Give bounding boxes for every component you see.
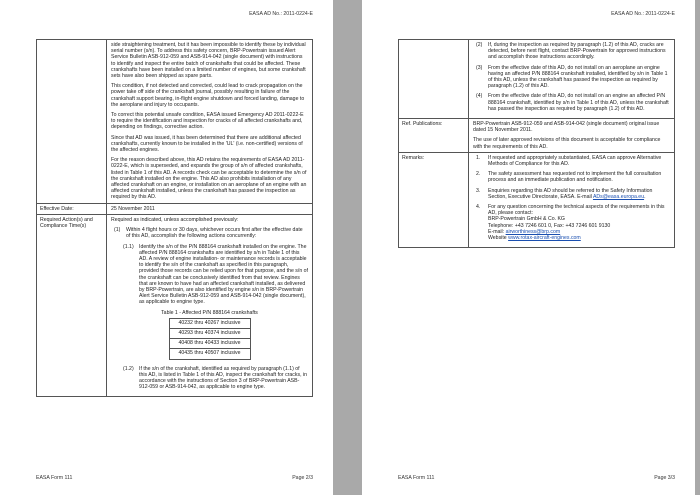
background-para-1: side straightening treatment, but it has been impossible to identify these by individual serial number (s/n). To address this safety concern, BRP-Powertrain issued Alert Service Bulletin ASB-912-059 and ASB-914-042 (single document) with instructions to identify and inspect the entire batch of crankshafts that could be affected. These crankshafts have been installed on a limited number of engines, but some crankshaft sets have also been shipped as spare parts.	[111, 42, 306, 80]
background-para-5: For the reason described above, this AD retains the requirements of EASA AD 2011-0222-E, which is superseded, and expands the group of s/n of affected crankshafts, listed in Table 1 of this AD. A records check can be acceptable to determine the s/n of the crankshaft installed on the engine. This AD also prohibits installation of any affected crankshaft on an engine, or installation on an aeroplane of an engine with an affected crankshaft installed, unless the crankshaft has passed the inspection as required by this AD.	[111, 157, 307, 201]
action-item-1: (1) Within 4 flight hours or 30 days, whichever occurs first after the effective date of this AD, accomplish the following actions concurrently:	[114, 227, 303, 240]
rotax-website-link[interactable]: www.rotax-aircraft-engines.com	[508, 235, 581, 242]
easa-email-link[interactable]: ADs@easa.europa.eu	[592, 193, 645, 200]
required-actions-label: Required Action(s) and Compliance Time(s)	[37, 215, 107, 396]
remark-2: 2. The safety assessment has requested not to implement the full consultation process and an immediate publication and notification.	[476, 171, 662, 184]
page-2	[0, 0, 333, 495]
effective-date-label: Effective Date:	[37, 204, 107, 214]
row-required-actions-cont	[399, 40, 674, 118]
row-ref-publications	[399, 118, 674, 152]
ref-publications-label: Ref. Publications:	[399, 119, 469, 152]
ref-publications-text: BRP-Powertrain ASB-912-059 and ASB-914-042 (single document) original issue dated 15 November 2011.	[473, 121, 660, 134]
footer-page-number: Page 2/3	[292, 475, 313, 481]
table-row: 40232 thru 40267 inclusive	[169, 318, 250, 328]
table-row: 40435 thru 40507 inclusive	[169, 349, 250, 359]
row-effective-date	[37, 203, 312, 214]
row-background	[37, 40, 312, 203]
footer-form: EASA Form 111	[36, 475, 73, 481]
background-para-4: Since that AD was issued, it has been determined that there are additional affected crankshafts, currently known to be installed in the 'UL' (i.e. non-certified) versions of the affected engines.	[111, 134, 303, 154]
remark-4: 4. For any question concerning the technical aspects of the requirements in this AD, please contact: BRP-Powertrain GmbH & Co. KG Telephone: +43 7246 601 0, Fax: +43 7246 601 9130 E-mail: airworthiness@brp.com Website www.rotax-aircraft-engines.com	[476, 204, 665, 242]
action-item-4: (4) From the effective date of this AD, do not install on an engine an affected P/N 888164 crankshaft, identified by s/n in Table 1 of this AD, unless the crankshaft has passed the inspection as required by paragraph (1.2) of this AD.	[476, 93, 669, 112]
action-item-3: (3) From the effective date of this AD, do not install on an aeroplane an engine having an affected P/N 888164 crankshaft installed, identified by s/n in Table 1 of this AD, unless the crankshaft has passed the inspection as required by paragraph (1.2) of this AD.	[476, 64, 668, 90]
action-item-1-1: (1.1) Identify the s/n of the P/N 888164 crankshaft installed on the engine. The affected P/N 888164 crankshafts are identified by s/n in Table 1 of this AD. A review of engine installation- or maintenance records is acceptable to identify the s/n of the crankshaft as specified in this paragraph, provided those records can be relied upon for that purpose, and the s/n of the crankshaft can be conclusively identified from that review. Engines that are known to have had an affected crankshaft installed, as delivered by BRP-Powertrain, are also identified by engine s/n in BRP-Powertrain Alert Service Bulletin ASB-912-059 and ASB-914-042 (single document), as applicable to engine type.	[123, 243, 308, 306]
background-para-3: To correct this potential unsafe condition, EASA issued Emergency AD 2011-0222-E to require the identification and inspection for cracks of all affected crankshafts and, depending on findings, corrective action.	[111, 112, 304, 131]
table-1-title: Table 1 - Affected P/N 888164 crankshafts	[161, 309, 258, 316]
action-item-2: (2) If, during the inspection as required by paragraph (1.2) of this AD, cracks are detected, before next flight, contact BRP-Powertrain for approved instructions and accomplish those instructions accordingly.	[476, 42, 666, 61]
brp-email-link[interactable]: airworthiness@brp.com	[505, 228, 561, 235]
footer-page-number: Page 3/3	[654, 475, 675, 481]
action-item-1-2: (1.2) If the s/n of the crankshaft, identified as required by paragraph (1.1) of this AD, is listed in Table 1 of this AD, inspect the crankshaft for cracks, in accordance with the instructions of Section 3 of BRP-Powertrain ASB-912-059 or ASB-914-042, as applicable to engine type.	[123, 365, 307, 391]
remarks-label: Remarks:	[399, 153, 469, 247]
header-ad-number: EASA AD No.: 2011-0224-E	[611, 11, 675, 17]
ref-publications-note: The use of later approved revisions of this document is acceptable for compliance with the requirements of this AD.	[473, 137, 661, 150]
effective-date-value: 25 November 2011	[111, 205, 155, 212]
table-row: 40408 thru 40433 inclusive	[169, 339, 250, 349]
remark-1: 1. If requested and appropriately substantiated, EASA can approve Alternative Methods of Compliance for this AD.	[476, 154, 662, 168]
affected-crankshafts-table	[169, 318, 251, 360]
table-row: 40293 thru 40374 inclusive	[169, 329, 250, 339]
row-required-actions	[37, 214, 312, 396]
remark-3: 3. Enquiries regarding this AD should be referred to the Safety Information Section, Executive Directorate, EASA. E-mail ADs@easa.europa.eu.	[476, 187, 653, 200]
page-3	[362, 0, 695, 495]
row-remarks	[399, 152, 674, 247]
footer-form: EASA Form 111	[398, 475, 435, 481]
ad-table-right	[398, 39, 675, 248]
background-para-2: This condition, if not detected and corrected, could lead to crack propagation on the power take off side of the crankshaft journal, possibly resulting in failure of the crankshaft support bearing, in-flight engine shutdown and forced landing, damage to the aeroplane and injury to occupants.	[111, 83, 305, 108]
ad-table-left	[36, 39, 313, 397]
header-ad-number: EASA AD No.: 2011-0224-E	[249, 11, 313, 17]
required-intro: Required as indicated, unless accomplished previously:	[111, 216, 239, 223]
